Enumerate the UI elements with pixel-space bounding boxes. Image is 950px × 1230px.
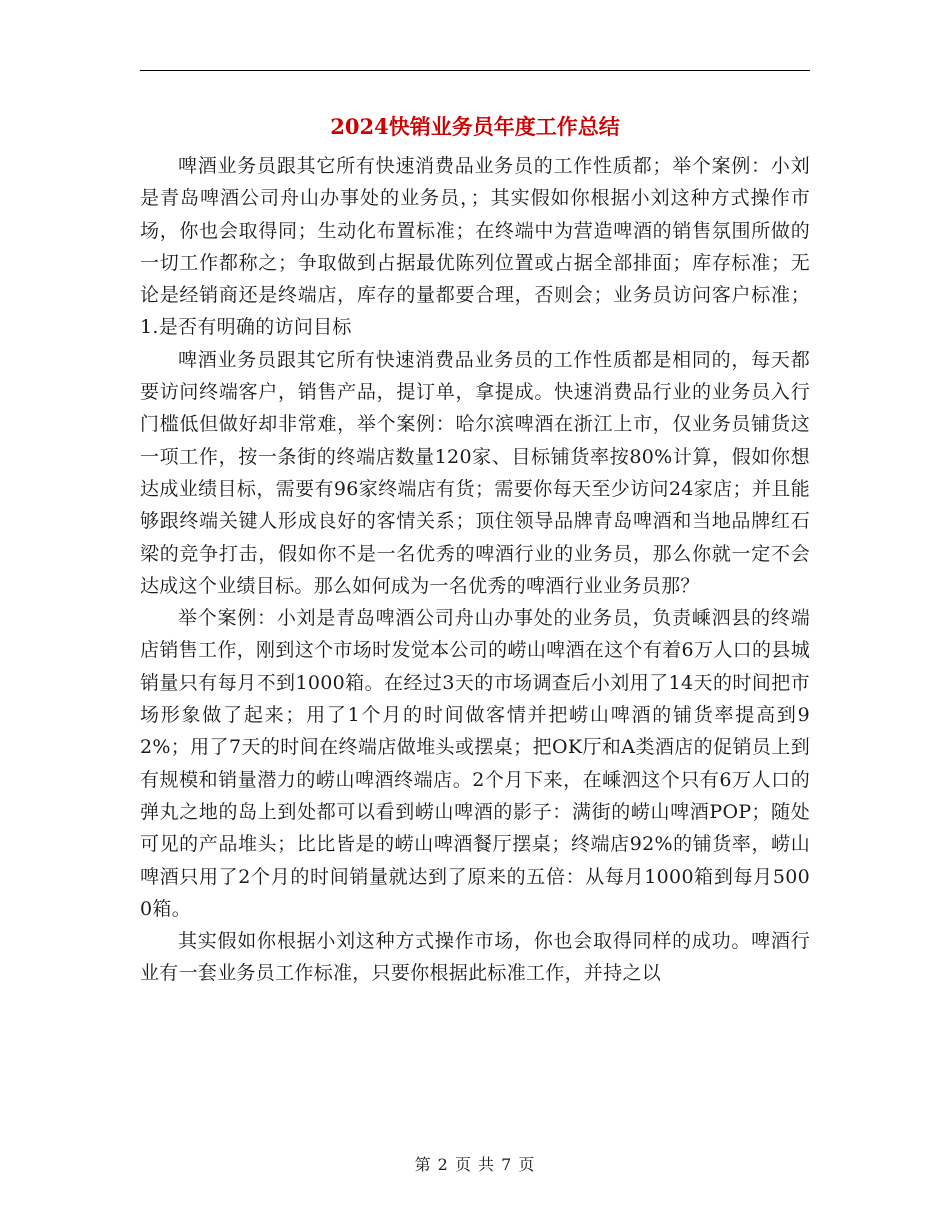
body-paragraph-4: 其实假如你根据小刘这种方式操作市场，你也会取得同样的成功。啤酒行业有一套业务员工作标准，只要你根据此标准工作，并持之以 [140,930,810,985]
body-paragraph-1: 啤酒业务员跟其它所有快速消费品业务员的工作性质都；举个案例：小刘是青岛啤酒公司舟山办事处的业务员，；其实假如你根据小刘这种方式操作市场，你也会取得同；生动化布置标准；在终端中为营造啤酒的销售氛围所做的一切工作都称之；争取做到占据最优陈列位置或占据全部排面；库存标准；无论是经销商还是终端店，库存的量都要合理，否则会；业务员访问客户标准；1.是否有明确的访问目标 [140,155,810,339]
page-number-footer [0,1154,950,1176]
body-paragraph-2: 啤酒业务员跟其它所有快速消费品业务员的工作性质都是相同的，每天都要访问终端客户，销售产品，提订单，拿提成。快速消费品行业的业务员入行门槛低但做好却非常难，举个案例：哈尔滨啤酒在浙江上市，仅业务员铺货这一项工作，按一条街的终端店数量120家、目标铺货率按80%计算，假如你想达成业绩目标，需要有96家终端店有货；需要你每天至少访问24家店；并且能够跟终端关键人形成良好的客情关系；顶住领导品牌青岛啤酒和当地品牌红石梁的竞争打击，假如你不是一名优秀的啤酒行业的业务员，那么你就一定不会达成这个业绩目标。那么如何成为一名优秀的啤酒行业业务员那？ [140,348,810,597]
document-body [140,150,810,990]
document-title: 2024快销业务员年度工作总结 [330,114,620,139]
body-paragraph-3: 举个案例：小刘是青岛啤酒公司舟山办事处的业务员，负责嵊泗县的终端店销售工作，刚到这个市场时发觉本公司的崂山啤酒在这个有着6万人口的县城销量只有每月不到1000箱。在经过3天的市场调查后小刘用了14天的时间把市场形象做了起来；用了1个月的时间做客情并把崂山啤酒的铺货率提高到92%；用了7天的时间在终端店做堆头或摆桌；把OK厅和A类酒店的促销员上到有规模和销量潜力的崂山啤酒终端店。2个月下来，在嵊泗这个只有6万人口的弹丸之地的岛上到处都可以看到崂山啤酒的影子：满街的崂山啤酒POP；随处可见的产品堆头；比比皆是的崂山啤酒餐厅摆桌；终端店92%的铺货率，崂山啤酒只用了2个月的时间销量就达到了原来的五倍：从每月1000箱到每月5000箱。 [140,607,810,920]
page-number-text: 第 2 页 共 7 页 [414,1155,536,1174]
header-rule [140,70,810,71]
